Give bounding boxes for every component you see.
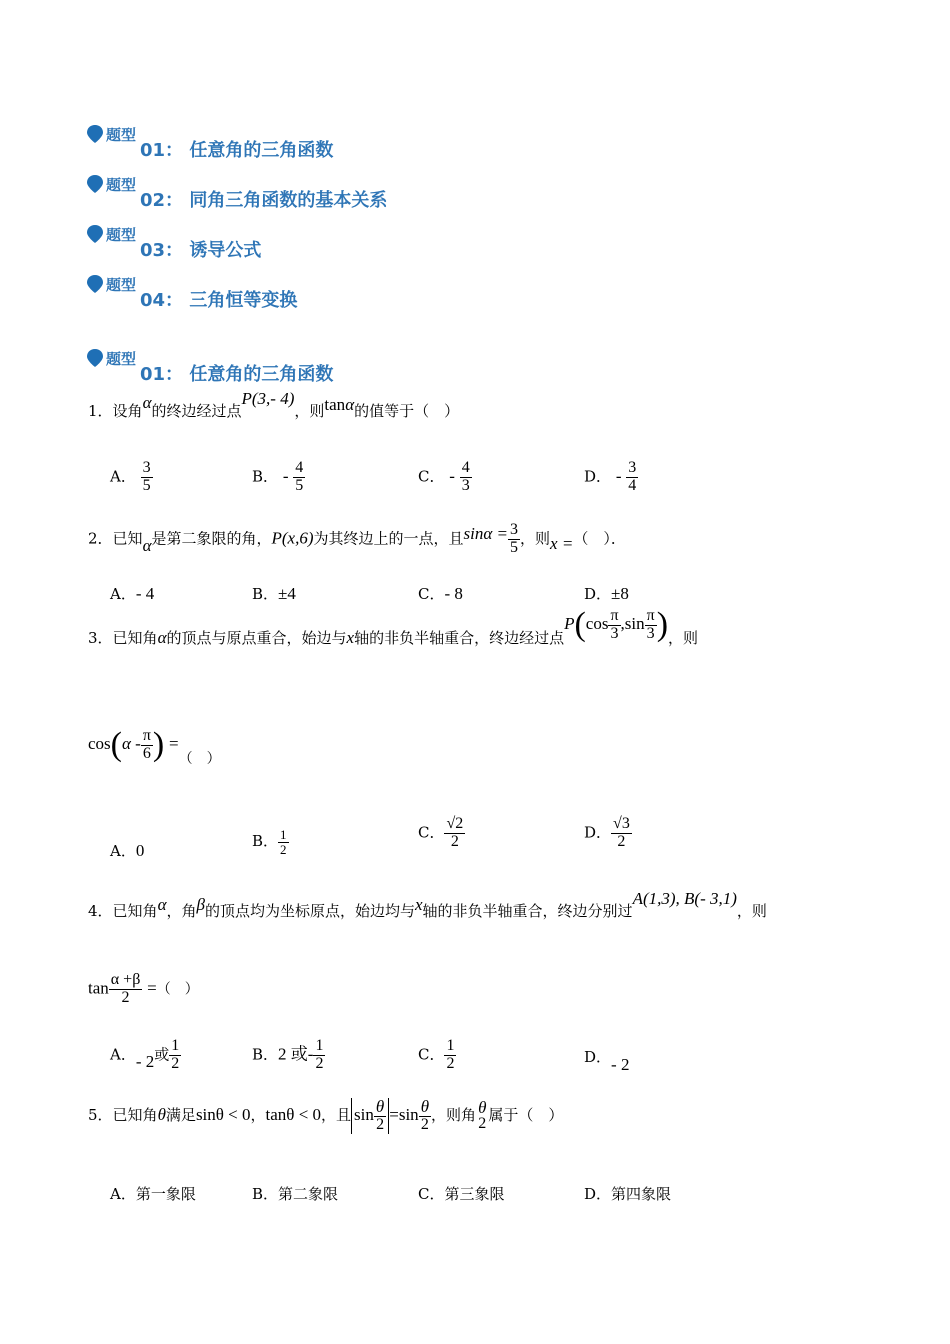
math-tan: tan xyxy=(324,395,346,414)
option-d[interactable] xyxy=(584,460,638,495)
denominator: 2 xyxy=(419,1116,431,1134)
answer-blank: （ ） xyxy=(178,751,221,767)
question-text: ，则 xyxy=(520,529,551,548)
option-label: D． xyxy=(584,1048,612,1066)
fraction xyxy=(444,816,465,851)
question-1 xyxy=(88,389,460,421)
question-text: 属于（ ） xyxy=(488,1105,564,1124)
option-d[interactable] xyxy=(584,816,632,851)
numerator: 4 xyxy=(461,459,470,476)
option-label: C． xyxy=(418,823,445,842)
denominator: 2 xyxy=(109,989,143,1007)
math-theta: θ xyxy=(157,1104,166,1124)
question-text: 为其终边上的一点，且 xyxy=(313,529,464,548)
numerator: 3 xyxy=(628,459,637,476)
fraction xyxy=(508,522,520,557)
math-P: P xyxy=(564,614,575,633)
or-text: 或 xyxy=(154,1045,170,1064)
question-2 xyxy=(88,522,626,557)
fraction xyxy=(278,828,289,856)
question-text: 的顶点与原点重合，始边与 xyxy=(166,629,347,647)
denominator: 2 xyxy=(444,833,465,851)
question-text: ，则 xyxy=(294,402,325,420)
option-d[interactable]: D．第四象限 xyxy=(584,1185,672,1203)
question-text: ，则 xyxy=(736,902,767,920)
fraction xyxy=(374,1098,386,1134)
question-number: 1． xyxy=(88,402,113,420)
denominator: 2 xyxy=(280,841,287,857)
fraction xyxy=(141,460,153,495)
option-value: ±8 xyxy=(611,584,629,603)
numerator: 3 xyxy=(142,459,151,476)
numerator: 4 xyxy=(295,459,304,476)
question-text: 的终边经过点 xyxy=(151,402,242,420)
option-value: - 8 xyxy=(444,584,463,603)
numerator: π xyxy=(610,606,619,624)
fraction xyxy=(626,460,638,495)
math-alpha: α xyxy=(142,393,152,412)
math-x: x = xyxy=(550,534,574,554)
option-label: C． xyxy=(418,1045,445,1064)
denominator: 2 xyxy=(315,1054,324,1072)
numerator: √3 xyxy=(613,815,630,832)
question-text: 已知 xyxy=(112,529,143,548)
toc-tag: 题型 xyxy=(106,226,137,244)
math-cos: cos xyxy=(585,614,609,633)
denominator: 4 xyxy=(628,476,637,494)
question-text: 的顶点均为坐标原点，始边均与 xyxy=(204,902,415,920)
option-c[interactable] xyxy=(418,583,463,604)
question-text: 满足 xyxy=(165,1105,196,1124)
option-a[interactable] xyxy=(110,583,154,604)
location-pin-icon xyxy=(86,174,104,194)
math-sin: sin xyxy=(624,614,645,633)
question-text: ，角 xyxy=(166,902,197,920)
fraction xyxy=(313,1038,325,1073)
option-label: D． xyxy=(584,467,612,486)
option-label: D． xyxy=(584,585,612,603)
math-sin: sinα = xyxy=(463,524,509,544)
location-pin-icon xyxy=(86,224,104,244)
equals-sign: = xyxy=(147,978,157,998)
option-label: B． xyxy=(252,585,279,603)
toc-item-3[interactable] xyxy=(86,224,686,264)
option-label: D． xyxy=(584,823,612,842)
denominator: 5 xyxy=(295,476,304,494)
minus-sign: - xyxy=(449,466,455,486)
question-text: 轴的非负半轴重合，终边经过点 xyxy=(354,629,565,647)
answer-blank: （ ） xyxy=(156,981,199,998)
fraction xyxy=(645,608,657,643)
minus-sign: - xyxy=(282,466,289,486)
math-x: x xyxy=(415,895,423,914)
toc-title: 04： 三角恒等变换 xyxy=(140,290,298,311)
denominator: 2 xyxy=(171,1054,180,1072)
fraction xyxy=(611,816,632,851)
option-label: B． xyxy=(252,832,279,851)
option-label: A． xyxy=(110,467,136,486)
option-d[interactable] xyxy=(584,1046,630,1074)
option-d[interactable] xyxy=(584,583,629,604)
section-title: 01： 任意角的三角函数 xyxy=(140,364,334,385)
math-alpha: α xyxy=(157,628,167,647)
denominator: 3 xyxy=(608,625,620,643)
math-alpha: α xyxy=(142,536,152,556)
option-a[interactable] xyxy=(110,460,153,495)
option-b[interactable] xyxy=(252,1038,325,1073)
option-value: 0 xyxy=(135,841,145,860)
math-beta: β xyxy=(196,895,205,914)
denominator: 5 xyxy=(142,476,151,494)
fraction xyxy=(444,1038,456,1073)
fraction xyxy=(109,972,143,1007)
question-text: 轴的非负半轴重合，终边分别过 xyxy=(422,902,633,920)
toc-title: 03： 诱导公式 xyxy=(140,240,262,261)
math-sin: =sin xyxy=(389,1104,419,1124)
denominator: 5 xyxy=(510,538,519,556)
option-value: - 4 xyxy=(135,584,155,603)
math-points: A(1,3), B(- 3,1) xyxy=(632,889,737,908)
option-value: ±4 xyxy=(278,584,296,603)
math-condition: sinθ < 0 xyxy=(195,1104,251,1124)
option-label: A． xyxy=(110,585,136,603)
option-label: C． xyxy=(418,585,445,603)
question-number: 3． xyxy=(88,629,113,647)
toc-item-2[interactable] xyxy=(86,174,686,214)
option-label: B． xyxy=(252,1045,279,1064)
fraction xyxy=(141,728,153,763)
question-text: 的值等于（ ） xyxy=(354,402,460,420)
question-number: 4． xyxy=(88,902,113,920)
math-alpha: α xyxy=(345,395,355,414)
equals-sign: = xyxy=(169,734,179,753)
math-alpha: α xyxy=(157,895,167,914)
option-c[interactable] xyxy=(418,816,465,851)
minus-sign: - xyxy=(307,1044,314,1064)
question-text: 已知角 xyxy=(112,1105,158,1124)
question-text: 已知角 xyxy=(112,902,158,920)
numerator: 1 xyxy=(315,1037,324,1054)
question-text: ，则角 xyxy=(431,1105,477,1124)
question-text: ， xyxy=(250,1105,266,1124)
toc-item-4[interactable] xyxy=(86,274,686,314)
question-4 xyxy=(88,889,767,921)
option-a[interactable] xyxy=(110,1038,181,1073)
numerator: 1 xyxy=(171,1037,180,1054)
fraction xyxy=(460,460,472,495)
numerator: 3 xyxy=(510,521,519,538)
math-tan: tan xyxy=(88,978,109,998)
math-alpha: α - xyxy=(122,734,141,753)
math-point: P(x,6) xyxy=(271,528,314,548)
comma: , xyxy=(620,614,625,633)
denominator: 2 xyxy=(478,1115,487,1133)
question-text: 设角 xyxy=(112,402,143,420)
math-x: x xyxy=(346,628,355,647)
option-value: - 2 xyxy=(611,1055,630,1074)
option-label: A． xyxy=(110,1045,136,1064)
numerator: α +β xyxy=(110,971,141,988)
toc-title: 01： 任意角的三角函数 xyxy=(140,140,334,161)
toc-tag: 题型 xyxy=(106,176,137,194)
fraction xyxy=(169,1038,181,1073)
toc-item-1[interactable] xyxy=(86,124,686,164)
option-value: 2 或 xyxy=(278,1044,308,1064)
question-number: 5． xyxy=(88,1105,113,1124)
math-point: P(3,- 4) xyxy=(241,389,295,408)
numerator: 1 xyxy=(280,827,287,842)
section-heading xyxy=(86,348,686,388)
location-pin-icon xyxy=(86,274,104,294)
option-a[interactable] xyxy=(110,840,144,861)
option-b[interactable] xyxy=(252,460,305,495)
fraction xyxy=(608,608,620,643)
question-text: ，且 xyxy=(321,1105,352,1124)
option-label: C． xyxy=(418,467,445,486)
question-text: 已知角 xyxy=(112,629,158,647)
fraction xyxy=(293,460,305,495)
question-number: 2． xyxy=(88,529,113,548)
toc-tag: 题型 xyxy=(106,276,137,294)
location-pin-icon xyxy=(86,348,104,368)
numerator: θ xyxy=(478,1097,487,1117)
option-label: A． xyxy=(110,842,136,860)
denominator: 2 xyxy=(611,833,632,851)
numerator: θ xyxy=(420,1097,430,1116)
numerator: π xyxy=(142,726,151,744)
question-5 xyxy=(88,1098,563,1134)
denominator: 2 xyxy=(374,1116,386,1134)
fraction xyxy=(419,1098,431,1134)
toc-tag: 题型 xyxy=(106,126,137,144)
option-a[interactable]: A．第一象限 xyxy=(110,1185,196,1203)
option-b[interactable]: B．第二象限 xyxy=(252,1185,339,1203)
option-b[interactable] xyxy=(252,828,289,856)
denominator: 6 xyxy=(141,745,153,763)
numerator: θ xyxy=(375,1097,385,1116)
option-c[interactable] xyxy=(418,1038,456,1073)
option-label: B． xyxy=(252,467,279,486)
numerator: √2 xyxy=(446,815,464,832)
math-condition: tanθ < 0 xyxy=(265,1104,322,1124)
numerator: 1 xyxy=(446,1037,455,1054)
math-sin: sin xyxy=(354,1104,374,1124)
option-c[interactable] xyxy=(418,460,472,495)
option-b[interactable] xyxy=(252,583,296,604)
denominator: 3 xyxy=(461,476,470,494)
question-text: （ ）． xyxy=(573,529,626,548)
question-text: 是第二象限的角， xyxy=(151,529,272,548)
minus-sign: - xyxy=(615,466,622,486)
math-cos: cos xyxy=(88,734,111,753)
numerator: π xyxy=(646,606,655,624)
section-tag: 题型 xyxy=(106,350,137,368)
denominator: 2 xyxy=(446,1054,455,1072)
denominator: 3 xyxy=(645,625,657,643)
location-pin-icon xyxy=(86,124,104,144)
option-value: - 2 xyxy=(135,1052,155,1072)
fraction xyxy=(476,1099,488,1134)
question-3-expression: cos(α - $\frac{\pi}{6}$ ) =（ ） xyxy=(88,726,221,767)
question-4-expression xyxy=(88,972,199,1007)
question-text: ，则 xyxy=(668,629,699,647)
question-3: 3．已知角α的顶点与原点重合，始边与x轴的非负半轴重合，终边经过点P(cos $\frac{\pi}{3}$ ,sin $\frac{\pi}{3}$ )，则 xyxy=(88,606,699,647)
option-c[interactable]: C．第三象限 xyxy=(418,1185,505,1203)
toc-title: 02： 同角三角函数的基本关系 xyxy=(140,190,388,211)
